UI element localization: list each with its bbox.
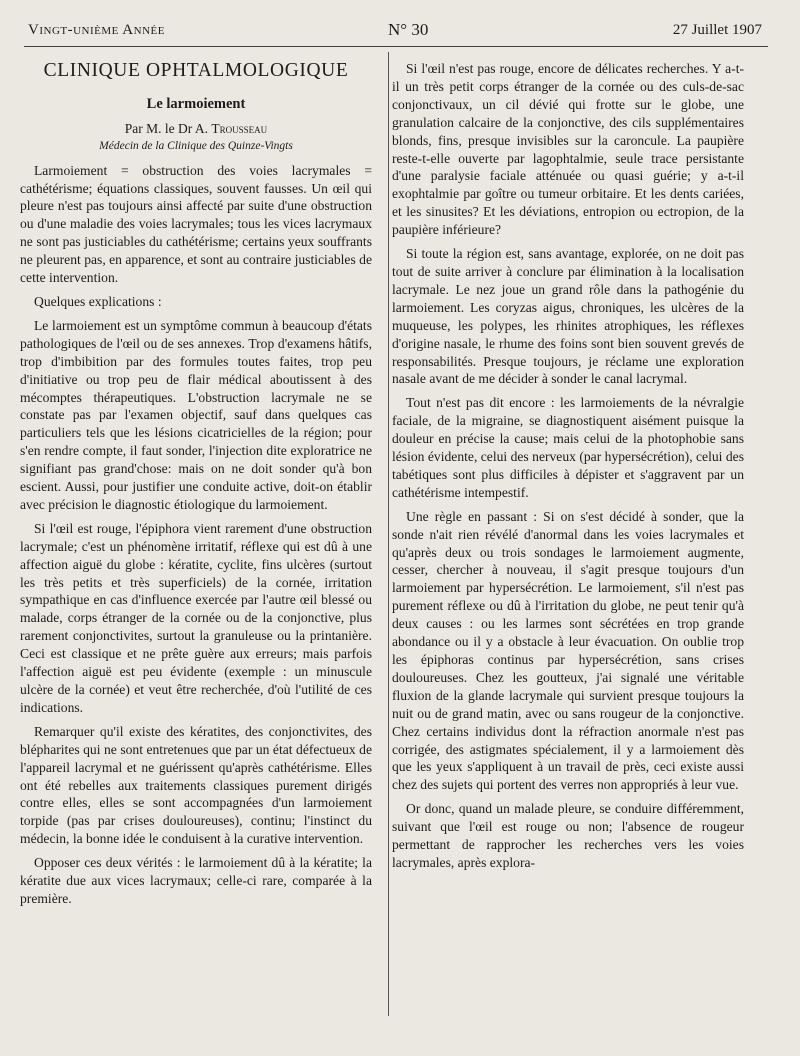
paragraph: Le larmoiement est un symptôme commun à beaucoup d'états pathologiques de l'œil ou de ses annexes. Trop d'examens hâtifs, trop d'imbibition par des formules toutes faites, trop peu d'initiative ou trop peu de flair médical aboutissent à des mécomptes thérapeutiques. L'obstruction lacrymale ne se constate pas par l'examen objectif, sauf dans quelques cas particuliers tels que les lésions cicatricielles de la région; pour s'en rendre compte, il faut sonder, l'injection dite exploratrice ne signifiant pas grand'chose: mais on ne doit sonder qu'à bon escient. Aussi, pour justifier une conduite active, doit-on établir avec précision le diagnostic étiologique du larmoiement. (20, 317, 372, 512)
article-title: Le larmoiement (146, 95, 246, 112)
issue-date: 27 Juillet 1907 (672, 22, 762, 38)
volume-label: Vingt-unième Année (28, 22, 165, 38)
header-rule (24, 46, 768, 47)
paragraph: Remarquer qu'il existe des kératites, des conjonctivites, des blépharites qui ne sont entretenues que par un état défectueux de l'appareil lacrymal et ne guérissent qu'après cathétérisme. Elles ont été rebelles aux traitements classiques purement dirigés contre elles, elles se sont accompagnées d'un larmoiement torpide (pas par crises douloureuses), continu; l'instinct du médecin, la bonne idée le conduisent à la curative intervention. (20, 723, 372, 847)
issue-number: N° 30 (388, 20, 429, 39)
section-title: CLINIQUE OPHTALMOLOGIQUE (43, 60, 349, 81)
paragraph: Or donc, quand un malade pleure, se conduire différemment, suivant que l'œil est rouge ou non; l'absence de rougeur permettant de rapprocher les recherches vers les voies lacrymales, après explora- (392, 801, 744, 870)
paragraph: Opposer ces deux vérités : le larmoiement dû à la kératite; la kératite due aux vices lacrymaux; celle-ci rare, comparée à la première. (20, 855, 372, 906)
author-affiliation: Médecin de la Clinique des Quinze-Vingts (99, 139, 293, 152)
right-column (392, 60, 744, 872)
paragraph: Larmoiement = obstruction des voies lacrymales = cathétérisme; équations classiques, souvent fausses. Un œil qui pleure n'est pas toujours ainsi affecté par suite d'une obstruction ou d'une maladie des voies lacrymales; tous les vices lacrymaux ne sont pas justiciables du cathétérisme; certains yeux souffrants ne pleurent pas, en apparence, et sont au contraire justiciables de cette intervention. (20, 162, 372, 286)
running-header (28, 20, 762, 44)
paragraph: Une règle en passant : Si on s'est décidé à sonder, que la sonde n'ait rien révélé d'anormal dans les voies lacrymales et qu'après deux ou trois sondages le larmoiement augmente, cesser, chercher à nouveau, il s'agit presque toujours d'un larmoiement par hypersécrétion. Le larmoiement, s'il n'est pas purement réflexe ou dû à l'irritation du globe, ne peut tenir qu'à deux causes : ou les larmes sont sécrétées en trop grande abondance ou il y a obstacle à leur évacuation. On oublie trop les épiphoras continus par hypersécrétion, sans crises douloureuses. Chez les goutteux, j'ai signalé une véritable fluxion de la glande lacrymale qui survient presque toujours la nuit ou de grand matin, avec ou sans rougeur de la conjonctive. Chez certains individus dont la réfraction anormale n'est pas corrigée, des astigmates spécialement, il y a larmoiement dès que les yeux s'appliquent à un travail de près, ceci existe aussi chez des sujets qui portent des verres non appropriés à leur vue. (392, 508, 744, 793)
author-name: Trousseau (211, 120, 268, 136)
paragraph: Si l'œil est rouge, l'épiphora vient rarement d'une obstruction lacrymale; c'est un phénomène irritatif, réflexe qui est dû à une affection aiguë du globe : kératite, cyclite, fins ulcères (surtout les très petits et très superficiels) de la cornée, irritation sympathique en cas d'influence exercée par l'autre œil blessé ou malade, corps étranger de la cornée ou de la conjonctive, plus rarement conjonctivites, surtout la granuleuse ou la printanière. Ceci est classique et ne prête guère aux erreurs; mais parfois l'affection aiguë est peu évidente (exemple : un minuscule ulcère de la cornée) et veut être recherchée, d'où l'utilité de ces indications. (20, 520, 372, 715)
paragraph: Quelques explications : (34, 293, 162, 309)
byline-prefix: Par M. le Dr A. (124, 120, 209, 136)
byline (20, 120, 372, 138)
left-column (20, 60, 372, 908)
column-divider (388, 52, 389, 1016)
paragraph: Si l'œil n'est pas rouge, encore de délicates recherches. Y a-t-il un très petit corps étranger de la cornée ou des culs-de-sac conjonctivaux, un cil dévié qui frotte sur le globe, une granulation calcaire de la conjonctive, des cils supplémentaires blonds, fins, presque invisibles sur la caroncule. La paupière reste-t-elle ouverte par lagophtalmie, seule trace persistante d'une paralysie faciale atténuée ou quasi guérie; y a-t-il exophtalmie par goître ou tumeur orbitaire. Et les dents cariées, et les sinusites? Et les déviations, entropion ou ectropion, de la paupière inférieure? (392, 61, 744, 238)
paragraph: Tout n'est pas dit encore : les larmoiements de la névralgie faciale, de la migraine, se diagnostiquent aisément puisque la douleur en précise la cause; mais celui de la photophobie sans lésion évidente, celui des nerveux (par hypersécrétion), celui des tabétiques sont plus difficiles à dépister et s'aggravent par un cathétérisme intempestif. (392, 395, 744, 500)
paragraph: Si toute la région est, sans avantage, explorée, on ne doit pas tout de suite arriver à conclure par élimination à la localisation lacrymale. Le nez joue un grand rôle dans la pathogénie du larmoiement. Les coryzas aigus, chroniques, les ulcères de la muqueuse, les polypes, les rhinites atrophiques, les réflexes d'origine nasale, le rhume des foins sont bien souvent grevés de responsabilités. Presque toujours, je réclame une exploration nasale avant de me décider à sonder le canal lacrymal. (392, 246, 744, 387)
